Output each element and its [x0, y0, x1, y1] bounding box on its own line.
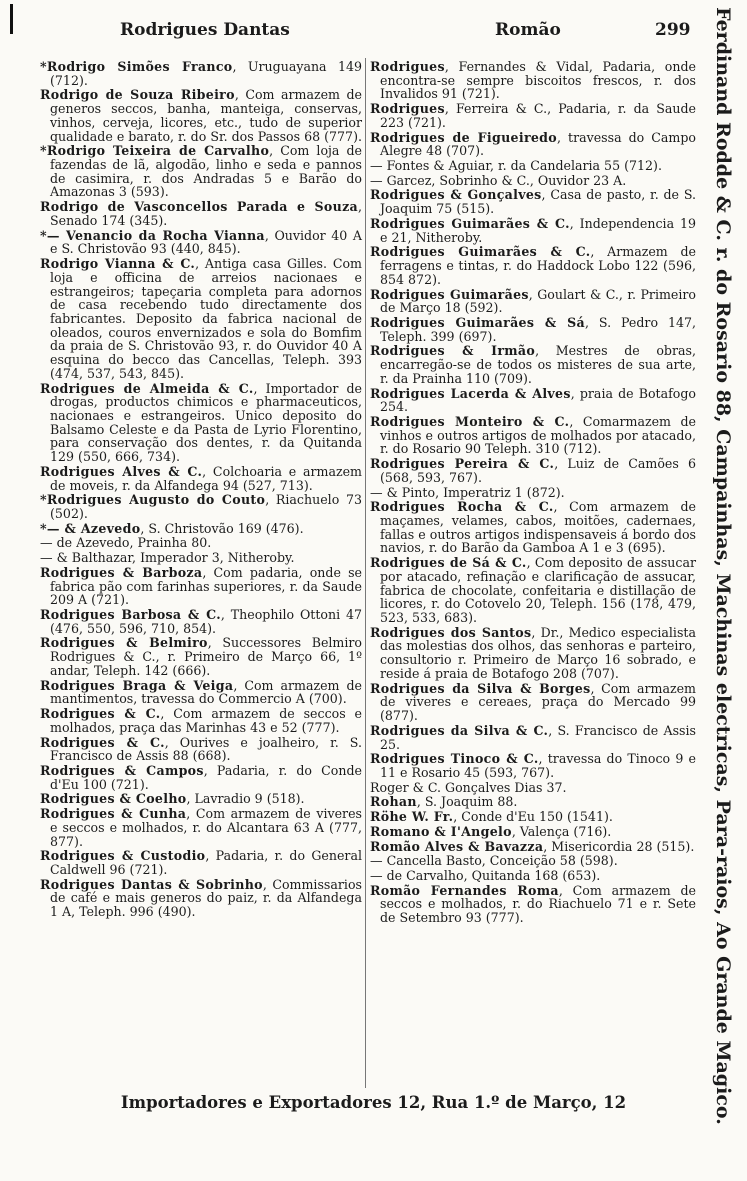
directory-entry: Roger & C. Gonçalves Dias 37.: [370, 779, 567, 795]
side-advertisement: [703, 7, 743, 1125]
directory-entry: Rodrigues & C., Ourives e joalheiro, r. S. Francisco de Assis 88 (668).: [40, 734, 362, 764]
directory-entry: *— & Azevedo, S. Christovão 169 (476).: [40, 520, 304, 536]
directory-entry: — Fontes & Aguiar, r. da Candelaria 55 (712).: [370, 158, 662, 174]
directory-entry: Rodrigues dos Santos, Dr., Medico especialista das molestias dos olhos, das senhoras e parteiro, consultorio r. Primeiro de Março 16 sobrado, e reside á praia de Botafogo 208 (707).: [370, 624, 696, 681]
directory-entry: Rodrigues Guimarães, Goulart & C., r. Primeiro de Março 18 (592).: [370, 286, 696, 316]
directory-entry: Rodrigues & Coelho, Lavradio 9 (518).: [40, 791, 305, 807]
directory-entry: Röhe W. Fr., Conde d'Eu 150 (1541).: [370, 809, 613, 825]
directory-entry: Rodrigo de Vasconcellos Parada e Souza, Senado 174 (345).: [40, 199, 362, 228]
directory-entry: — de Azevedo, Prainha 80.: [40, 535, 212, 551]
directory-entry: Rodrigues & Custodio, Padaria, r. do General Caldwell 96 (721).: [40, 848, 362, 877]
directory-entry: Rodrigues Alves & C., Colchoaria e armazem de moveis, r. da Alfandega 94 (527, 713).: [40, 463, 362, 493]
directory-entry: Rodrigues & Irmão, Mestres de obras, encarregão-se de todos os misteres de sua arte, r. da Prainha 110 (709).: [370, 343, 696, 386]
directory-entry: Rohan, S. Joaquim 88.: [370, 794, 518, 810]
directory-entry: Rodrigues Pereira & C., Luiz de Camões 6 (568, 593, 767).: [370, 456, 696, 485]
directory-entry: Romão Fernandes Roma, Com armazem de seccos e molhados, r. do Riachuelo 71 e r. Sete de Setembro 93 (777).: [370, 882, 696, 926]
directory-entry: Rodrigues & Belmiro, Successores Belmiro Rodrigues & C., r. Primeiro de Março 66, 1º andar, Teleph. 142 (666).: [40, 635, 362, 678]
directory-entry: Rodrigues Dantas & Sobrinho, Commissarios de café e mais generos do paiz, r. da Alfandega 1 A, Teleph. 996 (490).: [40, 876, 362, 920]
page-number: 299: [655, 20, 691, 40]
page-header: [40, 14, 700, 42]
directory-entry: Romano & I'Angelo, Valença (716).: [370, 823, 612, 839]
directory-entry: Rodrigues Braga & Veiga, Com armazem de mantimentos, travessa do Commercio A (700).: [40, 677, 362, 707]
directory-entry: — de Carvalho, Quitanda 168 (653).: [370, 867, 601, 883]
side-advertisement-text: Ferdinand Rodde & C. r. do Rosario 88, Campainhas, Machinas electricas, Para-raios, Ao Grande Magico.: [712, 7, 734, 1125]
directory-entry: Rodrigues da Silva & Borges, Com armazem de viveres e cereaes, praça do Mercado 99 (877).: [370, 680, 696, 724]
directory-entry: — Cancella Basto, Conceição 58 (598).: [370, 853, 618, 869]
directory-entry: — & Balthazar, Imperador 3, Nitheroby.: [40, 550, 295, 566]
directory-entry: — & Pinto, Imperatriz 1 (872).: [370, 484, 565, 500]
directory-entry: Rodrigues Guimarães & Sá, S. Pedro 147, Teleph. 399 (697).: [370, 314, 697, 344]
directory-entry: Rodrigues da Silva & C., S. Francisco de Assis 25.: [370, 722, 696, 752]
directory-entry: Rodrigo Vianna & C., Antiga casa Gilles. Com loja e officina de arreios nacionaes e estrangeiros; tapeçaria completa para adornos de casa recebendo tudo directamente dos fabricantes. Deposito da fabrica nacional de oleados, couros envernizados e sola do Bomfim da praia de S. Christovão 93, r. do Ouvidor 40 A esquina do becco das Cancellas, Teleph. 393 (474, 537, 543, 845).: [40, 256, 362, 381]
directory-entry: Rodrigues Guimarães & C., Armazem de ferragens e tintas, r. do Haddock Lobo 122 (596, 854 872).: [370, 244, 696, 287]
directory-entry: Rodrigues & Barboza, Com padaria, onde se fabrica pão com farinhas superiores, r. da Saude 209 A (721).: [40, 564, 363, 608]
directory-entry: *Rodrigo Teixeira de Carvalho, Com loja de fazendas de lã, algodão, linho e seda e pannos de casimira, r. dos Andradas 5 e Barão do Amazonas 3 (593).: [40, 143, 362, 200]
directory-entry: *Rodrigues Augusto do Couto, Riachuelo 73 (502).: [40, 492, 362, 521]
directory-entry: — Garcez, Sobrinho & C., Ouvidor 23 A.: [370, 172, 627, 188]
column-divider: [365, 58, 366, 1088]
directory-entry: Rodrigo de Souza Ribeiro, Com armazem de generos seccos, banha, manteiga, conservas, vinhos, cerveja, licores, etc., tudo de superior qualidade e barato, r. do Sr. dos Passos 68 (777).: [40, 87, 362, 144]
directory-entry: Rodrigues Monteiro & C., Comarmazem de vinhos e outros artigos de molhados por atacado, r. do Rosario 90 Teleph. 310 (712).: [370, 413, 696, 457]
directory-entry: Rodrigues de Sá & C., Com deposito de assucar por atacado, refinação e clarificação de assucar, fabrica de chocolate, confeitaria e distillação de licores, r. do Cotovelo 20, Teleph. 156 (178, 479, 523, 533, 683).: [370, 555, 696, 626]
directory-entry: Rodrigues, Fernandes & Vidal, Padaria, onde encontra-se sempre biscoitos frescos, r. dos Invalidos 91 (721).: [370, 59, 696, 102]
directory-entry: Rodrigues & Campos, Padaria, r. do Conde d'Eu 100 (721).: [40, 762, 362, 792]
directory-entry: Rodrigues Lacerda & Alves, praia de Botafogo 254.: [370, 385, 696, 415]
directory-entry: Rodrigues Guimarães & C., Independencia 19 e 21, Nitheroby.: [370, 215, 696, 245]
running-title-left: Rodrigues Dantas: [120, 20, 290, 40]
directory-entry: Rodrigues, Ferreira & C., Padaria, r. da Saude 223 (721).: [370, 101, 696, 130]
directory-entry: Rodrigues de Almeida & C., Importador de drogas, productos chimicos e pharmaceuticos, nacionaes e estrangeiros. Unico deposito do Balsamo Celeste e da Pasta de Lyrio Florentino, para conservação dos dentes, r. da Quitanda 129 (550, 666, 734).: [40, 380, 362, 465]
directory-entry: *Rodrigo Simões Franco, Uruguayana 149 (712).: [40, 59, 363, 88]
page-footer: Importadores e Exportadores 12, Rua 1.º de Março, 12: [120, 1093, 627, 1112]
directory-entry: Rodrigues & Cunha, Com armazem de viveres e seccos e molhados, r. do Alcantara 63 A (777, 877).: [40, 806, 362, 849]
left-margin-rule: [10, 4, 13, 34]
directory-entry: Rodrigues & C., Com armazem de seccos e molhados, praça das Marinhas 43 e 52 (777).: [40, 706, 362, 735]
running-title-right: Romão: [495, 20, 561, 40]
directory-entry: Romão Alves & Bavazza, Misericordia 28 (515).: [370, 838, 695, 854]
directory-entry: Rodrigues Tinoco & C., travessa do Tinoco 9 e 11 e Rosario 45 (593, 767).: [370, 751, 696, 780]
directory-entry: Rodrigues de Figueiredo, travessa do Campo Alegre 48 (707).: [370, 129, 696, 159]
directory-entry: Rodrigues & Gonçalves, Casa de pasto, r. de S. Joaquim 75 (515).: [370, 187, 696, 217]
directory-entry: Rodrigues Rocha & C., Com armazem de maçames, velames, cabos, moitões, cadernaes, fallas e outros artigos indispensaveis á bordo dos navios, r. do Barão da Gamboa A 1 e 3 (695).: [370, 499, 697, 556]
directory-entry: *— Venancio da Rocha Vianna, Ouvidor 40 A e S. Christovão 93 (440, 845).: [40, 227, 362, 257]
right-column: [370, 60, 696, 926]
directory-entry: Rodrigues Barbosa & C., Theophilo Ottoni 47 (476, 550, 596, 710, 854).: [40, 607, 362, 636]
left-column: [40, 60, 362, 920]
